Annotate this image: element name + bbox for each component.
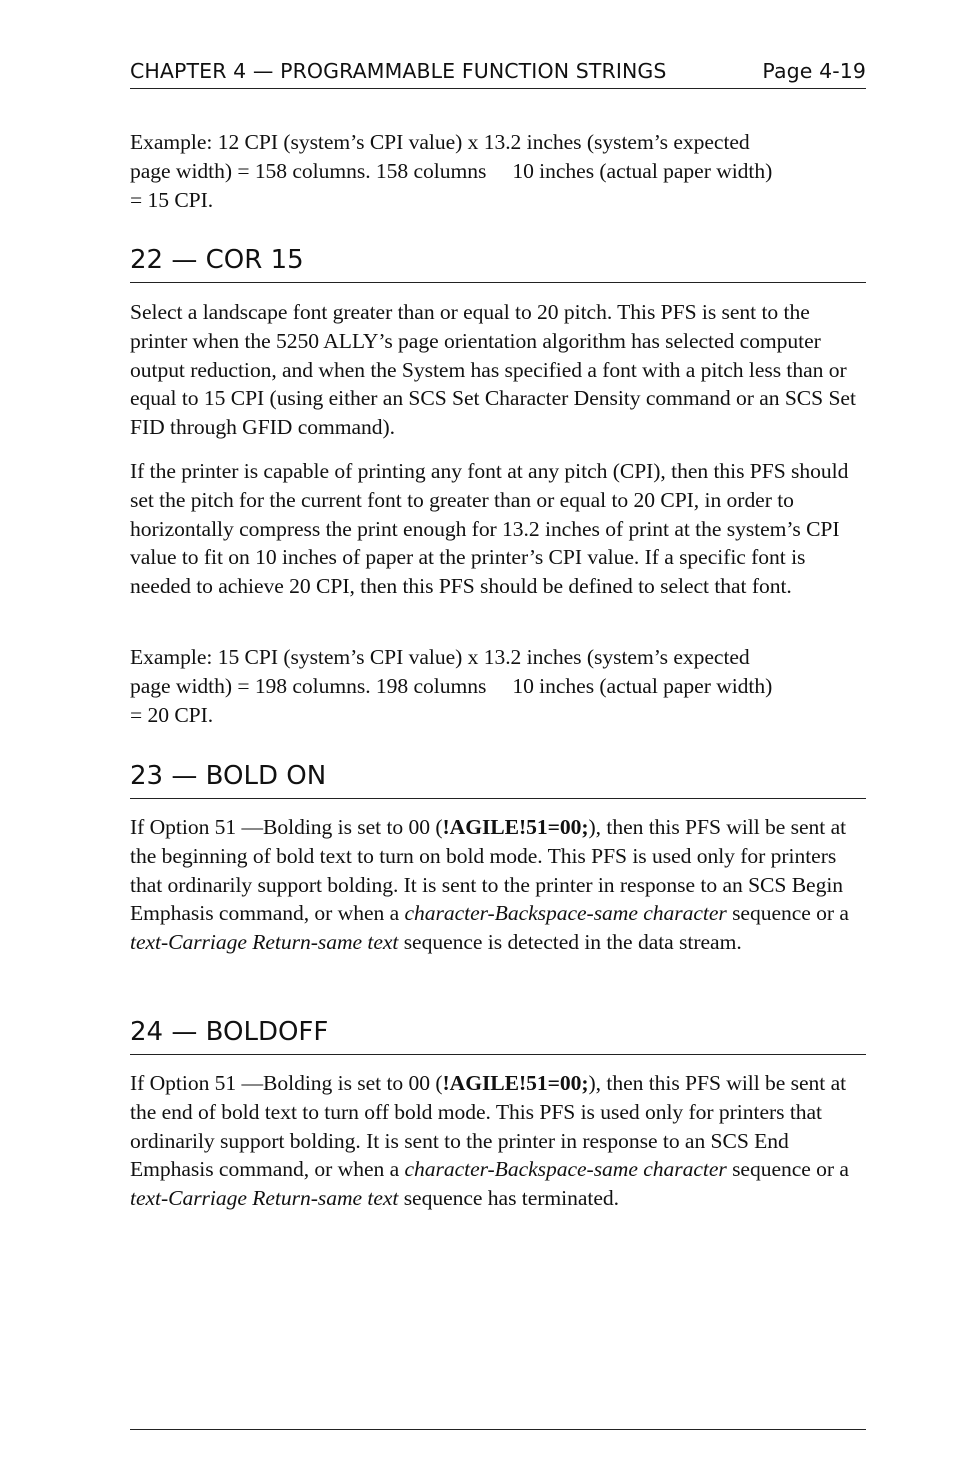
section-24-paragraph (130, 1069, 866, 1213)
section-22-paragraph-1: Select a landscape font greater than or equal to 20 pitch. This PFS is sent to the printer when the 5250 ALLY’s page orientation algorithm has selected computer output reduction, and when the System has specified a font with a pitch less than or equal to 15 CPI (using either an SCS Set Character Density command or an SCS Set FID through GFID command). (130, 300, 856, 440)
section-heading-23-text: 23 — BOLD ON (130, 761, 327, 791)
section-heading-23 (130, 760, 866, 799)
section-22-body (130, 298, 866, 442)
section-24-body (130, 1069, 866, 1213)
document-page (130, 0, 866, 1475)
section-23-italic-2: text-Carriage Return-same text (130, 930, 399, 955)
section-22-example-line-3: = 20 CPI. (130, 702, 214, 727)
section-24-option-code: !AGILE!51=00; (442, 1071, 589, 1095)
page-number: Page 4-19 (762, 59, 866, 83)
section-22-paragraph-2: If the printer is capable of printing any font at any pitch (CPI), then this PFS should set the pitch for the current font to greater than or equal to 20 CPI, in order to horizontally compress the print enough for 13.2 inches of print at the system’s CPI value to fit on 10 inches of paper at the printer’s CPI value. If a specific font is needed to achieve 20 CPI, then this PFS should be defined to select that font. (130, 459, 849, 599)
section-heading-22 (130, 244, 866, 283)
section-22-example-line-2b: 10 inches (actual paper width) (512, 673, 773, 698)
section-22-body-2 (130, 457, 866, 601)
section-23-italic-1: character-Backspace-same character (404, 901, 727, 926)
intro-example-line-1: Example: 12 CPI (system’s CPI value) x 13.2 inches (system’s expected (130, 130, 750, 154)
intro-example (130, 128, 866, 214)
chapter-title: CHAPTER 4 — PROGRAMMABLE FUNCTION STRINGS (130, 59, 667, 83)
running-header (130, 58, 866, 89)
section-heading-24 (130, 1016, 866, 1055)
section-23-text-3: sequence or a (726, 901, 849, 926)
section-24-text-1: If Option 51 —Bolding is set to 00 ( (130, 1071, 443, 1095)
intro-example-line-3: = 15 CPI. (130, 187, 214, 212)
section-22-example-line-1: Example: 15 CPI (system’s CPI value) x 13.2 inches (system’s expected (130, 645, 750, 669)
section-heading-22-text: 22 — COR 15 (130, 245, 304, 275)
section-22-example-line-2a: page width) = 198 columns. 198 columns (130, 673, 487, 698)
section-24-italic-1: character-Backspace-same character (404, 1157, 727, 1182)
section-24-italic-2: text-Carriage Return-same text (130, 1186, 399, 1211)
footer-rule (130, 1429, 866, 1430)
section-23-body (130, 813, 866, 957)
intro-example-line-2b: 10 inches (actual paper width) (512, 158, 773, 183)
section-23-text-4: sequence is detected in the data stream. (398, 930, 742, 955)
section-23-text-1: If Option 51 —Bolding is set to 00 ( (130, 815, 443, 839)
section-23-paragraph (130, 813, 866, 957)
section-23-option-code: !AGILE!51=00; (442, 815, 589, 839)
section-24-text-2: ), then this PFS will be sent at the end of bold text to turn off bold mode. This PFS is used only for printers that ordinarily support bolding. It is sent to the printer in response to an SCS End Emphasis command, or when a (130, 1071, 847, 1182)
intro-example-line-2a: page width) = 158 columns. 158 columns (130, 158, 487, 183)
section-22-example (130, 643, 866, 729)
section-24-text-3: sequence or a (726, 1157, 849, 1182)
section-heading-24-text: 24 — BOLDOFF (130, 1017, 329, 1047)
section-24-text-4: sequence has terminated. (398, 1186, 619, 1211)
section-23-text-2: ), then this PFS will be sent at the beginning of bold text to turn on bold mode. This PFS is used only for printers that ordinarily support bolding. It is sent to the printer in response to an SCS Begin Emphasis command, or when a (130, 815, 847, 926)
